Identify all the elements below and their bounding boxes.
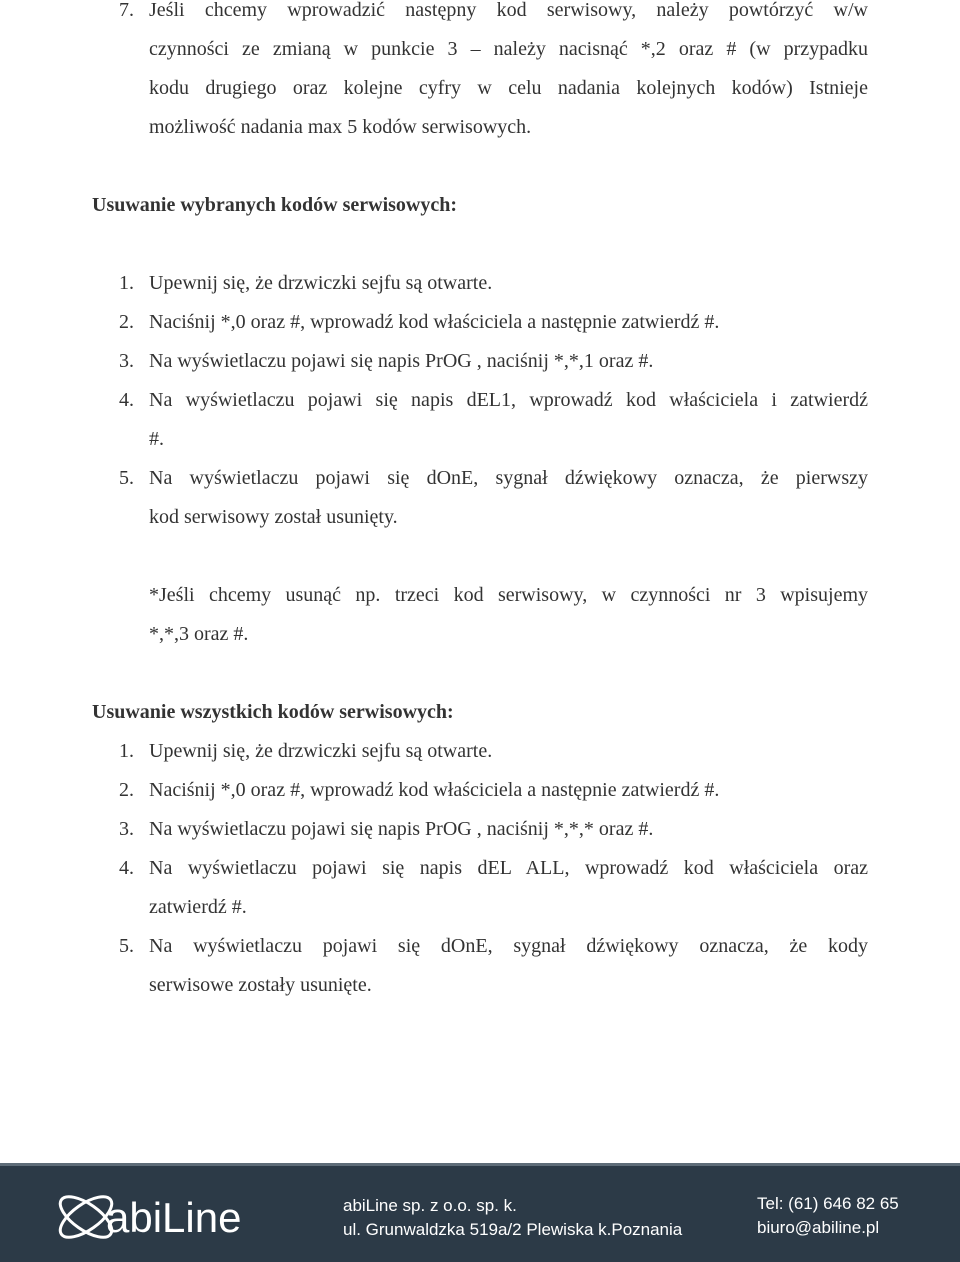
item-number: 7. bbox=[119, 0, 134, 21]
item-number: 2. bbox=[119, 311, 134, 333]
item-text-line: zatwierdź #. bbox=[149, 896, 247, 918]
company-address: ul. Grunwaldzka 519a/2 Plewiska k.Poznania bbox=[343, 1220, 683, 1239]
item-number: 4. bbox=[119, 857, 134, 879]
item-text-line: Na wyświetlaczu pojawi się napis dEL ALL, wprowadź kod właściciela oraz bbox=[149, 857, 868, 879]
item-text-line: kod serwisowy został usunięty. bbox=[149, 506, 398, 528]
note-line: *Jeśli chcemy usunąć np. trzeci kod serwisowy, w czynności nr 3 wpisujemy bbox=[149, 584, 868, 606]
note-line: *,*,3 oraz #. bbox=[149, 623, 249, 645]
company-name: abiLine sp. z o.o. sp. k. bbox=[343, 1196, 517, 1215]
item-number: 4. bbox=[119, 389, 134, 411]
item-text-line: Naciśnij *,0 oraz #, wprowadź kod właściciela a następnie zatwierdź #. bbox=[149, 311, 720, 333]
item-number: 3. bbox=[119, 818, 134, 840]
item-text-line: Na wyświetlaczu pojawi się dOnE, sygnał dźwiękowy oznacza, że pierwszy bbox=[149, 467, 868, 489]
item-text-line: serwisowe zostały usunięte. bbox=[149, 974, 372, 996]
abiline-logo bbox=[48, 1178, 288, 1256]
item-text-line: Upewnij się, że drzwiczki sejfu są otwarte. bbox=[149, 272, 493, 294]
item-number: 2. bbox=[119, 779, 134, 801]
email-address[interactable]: biuro@abiline.pl bbox=[757, 1218, 880, 1237]
section-heading: Usuwanie wszystkich kodów serwisowych: bbox=[92, 701, 454, 723]
phone-number: Tel: (61) 646 82 65 bbox=[757, 1194, 899, 1213]
item-text-line: #. bbox=[149, 428, 164, 450]
footer-bar bbox=[0, 1163, 960, 1262]
item-text-line: Na wyświetlaczu pojawi się dOnE, sygnał dźwiękowy oznacza, że kody bbox=[149, 935, 868, 957]
item-number: 3. bbox=[119, 350, 134, 372]
item-number: 5. bbox=[119, 935, 134, 957]
section-heading: Usuwanie wybranych kodów serwisowych: bbox=[92, 194, 458, 216]
item-number: 1. bbox=[119, 272, 134, 294]
item-text-line: możliwość nadania max 5 kodów serwisowych. bbox=[149, 116, 532, 138]
item-text-line: Na wyświetlaczu pojawi się napis dEL1, wprowadź kod właściciela i zatwierdź bbox=[149, 389, 868, 411]
item-number: 1. bbox=[119, 740, 134, 762]
item-text-line: Na wyświetlaczu pojawi się napis PrOG , naciśnij *,*,* oraz #. bbox=[149, 818, 654, 840]
item-text-line: Na wyświetlaczu pojawi się napis PrOG , naciśnij *,*,1 oraz #. bbox=[149, 350, 654, 372]
item-number: 5. bbox=[119, 467, 134, 489]
logo-wordmark: abiLine bbox=[106, 1194, 242, 1241]
item-text-line: Jeśli chcemy wprowadzić następny kod serwisowy, należy powtórzyć w/w bbox=[149, 0, 868, 21]
item-text-line: kodu drugiego oraz kolejne cyfry w celu nadania kolejnych kodów) Istnieje bbox=[149, 77, 868, 99]
item-text-line: Naciśnij *,0 oraz #, wprowadź kod właściciela a następnie zatwierdź #. bbox=[149, 779, 720, 801]
item-text-line: Upewnij się, że drzwiczki sejfu są otwarte. bbox=[149, 740, 493, 762]
item-text-line: czynności ze zmianą w punkcie 3 – należy nacisnąć *,2 oraz # (w przypadku bbox=[149, 38, 868, 60]
